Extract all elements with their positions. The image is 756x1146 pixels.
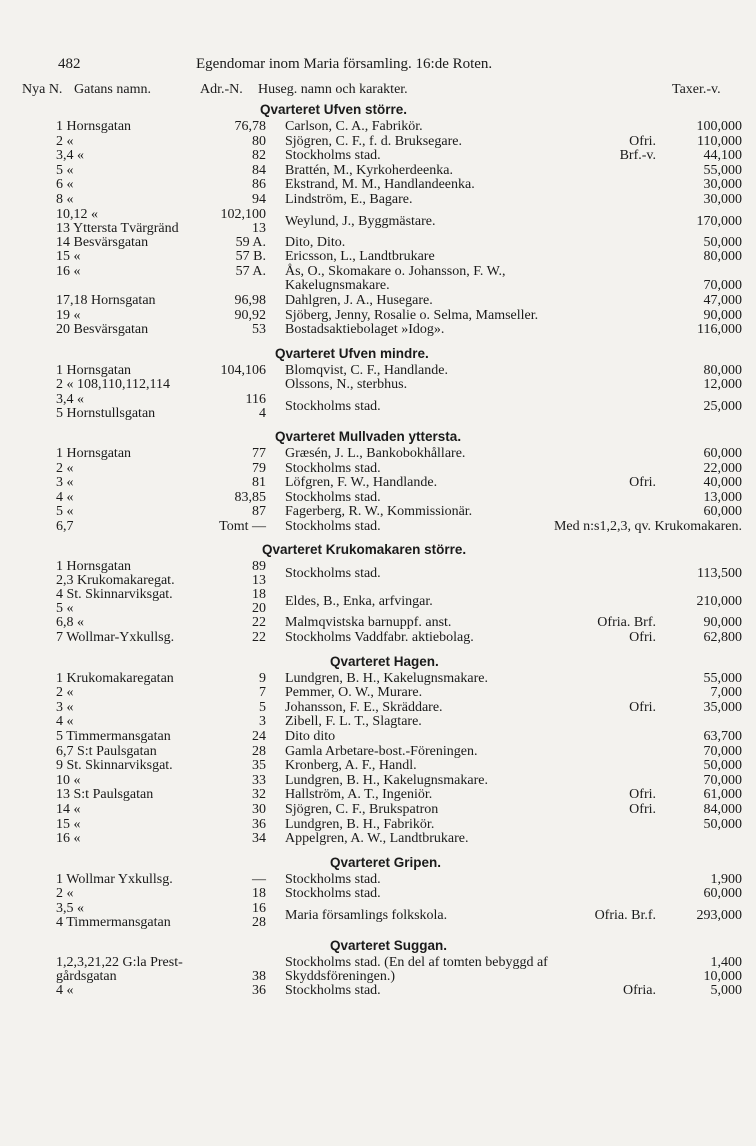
address-number: 32 bbox=[252, 787, 266, 803]
tax-value: 35,000 bbox=[703, 699, 742, 715]
owner-name: Ekstrand, M. M., Handlandeenka. bbox=[285, 177, 475, 193]
register-row bbox=[0, 631, 756, 646]
address-number: 36 bbox=[252, 982, 266, 998]
street-address: 17,18 Hornsgatan bbox=[56, 292, 156, 308]
property-note: Ofri. bbox=[629, 802, 656, 817]
owner-name: Sjöberg, Jenny, Rosalie o. Selma, Mamseller. bbox=[285, 307, 539, 323]
street-address: 13 S:t Paulsgatan bbox=[56, 787, 154, 803]
street-address: 1 Hornsgatan bbox=[56, 445, 132, 461]
owner-name: Eldes, B., Enka, arfvingar. bbox=[285, 594, 433, 610]
register-row bbox=[0, 832, 756, 847]
col-nya-n: Nya N. bbox=[22, 82, 63, 97]
register-row bbox=[0, 873, 756, 888]
owner-name: Stockholms stad. bbox=[285, 871, 381, 887]
owner-name: Hallström, A. T., Ingeniör. bbox=[285, 787, 433, 803]
address-number: 86 bbox=[252, 177, 266, 193]
tax-value: 44,100 bbox=[703, 148, 742, 164]
register-row bbox=[0, 120, 756, 135]
tax-value: 30,000 bbox=[703, 191, 742, 207]
block-spacer bbox=[0, 421, 756, 429]
street-address: 2 « bbox=[56, 460, 74, 476]
owner-name: Appelgren, A. W., Landtbrukare. bbox=[285, 831, 469, 847]
quarter-title: Qvarteret Krukomakaren större. bbox=[262, 542, 467, 558]
street-address: 2 « bbox=[56, 886, 74, 902]
owner-name: Stockholms stad. (En del af tomten bebyggd af bbox=[285, 954, 548, 970]
tax-value: 293,000 bbox=[696, 907, 742, 923]
owner-name: Stockholms stad. bbox=[285, 982, 381, 998]
page-number: 482 bbox=[58, 56, 81, 72]
street-address-2: 13 Yttersta Tvärgränd bbox=[56, 220, 179, 236]
tax-value: 100,000 bbox=[696, 119, 742, 134]
address-number: Tomt — bbox=[219, 518, 266, 534]
register-row bbox=[0, 672, 756, 687]
owner-name: Græsén, J. L., Bankobokhållare. bbox=[285, 445, 466, 461]
register-row bbox=[0, 730, 756, 745]
street-address: 6,8 « bbox=[56, 615, 84, 631]
owner-name: Fagerberg, R. W., Kommissionär. bbox=[285, 504, 473, 520]
street-address: 2 « bbox=[56, 685, 74, 701]
street-address: 1 Hornsgatan bbox=[56, 559, 132, 575]
property-note: Ofria. Br.f. bbox=[594, 907, 656, 923]
tax-value: 60,000 bbox=[703, 504, 742, 520]
address-number: 3 bbox=[259, 714, 266, 730]
owner-name: Dito dito bbox=[285, 729, 336, 745]
address-number: 35 bbox=[252, 758, 266, 774]
address-number: 33 bbox=[252, 772, 266, 788]
owner-name: Maria församlings folkskola. bbox=[285, 907, 448, 923]
tax-value: 1,900 bbox=[710, 871, 742, 887]
owner-name: Blomqvist, C. F., Handlande. bbox=[285, 362, 448, 378]
tax-value: 50,000 bbox=[703, 758, 742, 774]
quarter-title-row bbox=[0, 855, 756, 873]
register-row bbox=[0, 505, 756, 520]
property-note: Med n:s1,2,3, qv. Krukomakaren. bbox=[553, 518, 742, 534]
address-number: 89 bbox=[252, 559, 266, 575]
register-row bbox=[0, 378, 756, 393]
register-row bbox=[0, 984, 756, 999]
address-number: 84 bbox=[252, 162, 266, 178]
quarter-title: Qvarteret Ufven större. bbox=[260, 102, 408, 117]
street-address: 20 Besvärsgatan bbox=[56, 322, 149, 338]
street-address: 3,4 « bbox=[56, 391, 84, 407]
property-note: Ofria. Brf. bbox=[597, 615, 656, 631]
address-number: 53 bbox=[252, 322, 266, 338]
property-note: Ofri. bbox=[629, 787, 656, 803]
register-row bbox=[0, 135, 756, 150]
address-number: 79 bbox=[252, 460, 266, 476]
quarter-block bbox=[0, 429, 756, 535]
owner-name: Lindström, E., Bagare. bbox=[285, 191, 413, 207]
tax-value: 25,000 bbox=[703, 398, 742, 414]
address-number: 5 bbox=[259, 699, 266, 715]
tax-value: 80,000 bbox=[703, 249, 742, 265]
running-title: Egendomar inom Maria församling. 16:de Roten. bbox=[196, 56, 493, 72]
street-address: 19 « bbox=[56, 307, 81, 323]
tax-value: 50,000 bbox=[703, 234, 742, 250]
quarter-title-row bbox=[0, 542, 756, 560]
register-row bbox=[0, 715, 756, 730]
tax-value: 55,000 bbox=[703, 670, 742, 686]
address-number: 28 bbox=[252, 743, 266, 759]
register-row bbox=[0, 476, 756, 491]
owner-name: Kakelugnsmakare. bbox=[285, 278, 390, 294]
quarter-title-row bbox=[0, 346, 756, 364]
tax-value: 55,000 bbox=[703, 162, 742, 178]
owner-name: Ås, O., Skomakare o. Johansson, F. W., bbox=[285, 263, 506, 279]
page-header bbox=[0, 56, 756, 76]
address-number: 57 B. bbox=[235, 249, 266, 265]
street-address: 4 « bbox=[56, 982, 74, 998]
owner-name: Stockholms stad. bbox=[285, 398, 381, 414]
owner-name: Stockholms stad. bbox=[285, 148, 381, 164]
tax-value-2: 10,000 bbox=[703, 968, 742, 984]
register-row bbox=[0, 701, 756, 716]
register-row bbox=[0, 250, 756, 265]
address-number-2: 20 bbox=[252, 601, 266, 617]
owner-name: Gamla Arbetare-bost.-Föreningen. bbox=[285, 743, 478, 759]
quarter-title-row bbox=[0, 102, 756, 120]
street-address: 6 « bbox=[56, 177, 74, 193]
quarter-title: Qvarteret Hagen. bbox=[330, 653, 439, 669]
street-address: 10,12 « bbox=[56, 206, 98, 222]
street-address-2: 5 Hornstullsgatan bbox=[56, 405, 156, 421]
tax-value: 22,000 bbox=[703, 460, 742, 476]
register-row bbox=[0, 323, 756, 338]
register-row bbox=[0, 393, 756, 421]
street-address: 16 « bbox=[56, 263, 81, 279]
address-number: — bbox=[252, 871, 266, 887]
register-row bbox=[0, 193, 756, 208]
block-spacer bbox=[0, 930, 756, 938]
tax-value: 210,000 bbox=[696, 594, 742, 610]
street-address: 14 Besvärsgatan bbox=[56, 234, 149, 250]
quarter-block bbox=[0, 855, 756, 930]
owner-name: Lundgren, B. H., Kakelugnsmakare. bbox=[285, 670, 488, 686]
tax-value: 84,000 bbox=[703, 802, 742, 817]
address-number: 36 bbox=[252, 816, 266, 832]
street-address: 9 St. Skinnarviksgat. bbox=[56, 758, 173, 774]
tax-value: 7,000 bbox=[710, 685, 742, 701]
owner-name: Sjögren, C. F., f. d. Bruksegare. bbox=[285, 133, 462, 149]
register-row bbox=[0, 902, 756, 930]
address-number: 59 A. bbox=[235, 234, 266, 250]
tax-value: 80,000 bbox=[703, 362, 742, 378]
street-address: 1 Krukomakaregatan bbox=[56, 670, 174, 686]
tax-value: 60,000 bbox=[703, 445, 742, 461]
street-address: 1,2,3,21,22 G:la Prest- bbox=[56, 954, 183, 970]
property-note: Ofria. bbox=[622, 982, 656, 998]
address-number-2: 13 bbox=[252, 573, 266, 589]
block-spacer bbox=[0, 847, 756, 855]
address-number: 77 bbox=[252, 445, 266, 461]
owner-name: Malmqvistska barnuppf. anst. bbox=[285, 615, 452, 631]
block-spacer bbox=[0, 646, 756, 654]
address-number: 81 bbox=[252, 475, 266, 491]
address-number: 104,106 bbox=[220, 362, 266, 378]
register-row bbox=[0, 208, 756, 236]
quarter-block bbox=[0, 542, 756, 645]
address-number: 18 bbox=[252, 886, 266, 902]
street-address: 4 « bbox=[56, 714, 74, 730]
street-address: 1 Wollmar Yxkullsg. bbox=[56, 871, 173, 887]
register-row bbox=[0, 279, 756, 294]
address-number: 57 A. bbox=[235, 263, 266, 279]
tax-value: 62,800 bbox=[703, 630, 742, 646]
tax-value: 70,000 bbox=[703, 772, 742, 788]
address-number-2: 13 bbox=[252, 220, 266, 236]
owner-name: Ericsson, L., Landtbrukare bbox=[285, 249, 435, 265]
street-address: 10 « bbox=[56, 772, 81, 788]
register-row bbox=[0, 616, 756, 631]
address-number: 90,92 bbox=[234, 307, 266, 323]
owner-name: Weylund, J., Byggmästare. bbox=[285, 213, 436, 229]
quarter-title-row bbox=[0, 938, 756, 956]
tax-value: 90,000 bbox=[703, 615, 742, 631]
quarter-block bbox=[0, 938, 756, 999]
address-number: 82 bbox=[252, 148, 266, 164]
register-row bbox=[0, 149, 756, 164]
owner-name: Pemmer, O. W., Murare. bbox=[285, 685, 423, 701]
street-address: 4 « bbox=[56, 489, 74, 505]
block-spacer bbox=[0, 338, 756, 346]
quarter-title-row bbox=[0, 654, 756, 672]
tax-value: 47,000 bbox=[703, 292, 742, 308]
quarter-block bbox=[0, 654, 756, 847]
quarter-title: Qvarteret Ufven mindre. bbox=[275, 345, 429, 361]
owner-name: Bostadsaktiebolaget »Idog». bbox=[285, 322, 445, 338]
address-number: 83,85 bbox=[234, 489, 266, 505]
register-row bbox=[0, 236, 756, 251]
register-row bbox=[0, 788, 756, 803]
owner-name: Sjögren, C. F., Brukspatron bbox=[285, 802, 439, 817]
register-row bbox=[0, 745, 756, 760]
address-number: 22 bbox=[252, 630, 266, 646]
tax-value: 13,000 bbox=[703, 489, 742, 505]
street-address: 8 « bbox=[56, 191, 74, 207]
address-number-2: 4 bbox=[259, 405, 266, 421]
street-address: 3,5 « bbox=[56, 900, 84, 916]
tax-value: 113,500 bbox=[697, 566, 742, 582]
tax-value: 50,000 bbox=[703, 816, 742, 832]
tax-value: 170,000 bbox=[696, 213, 742, 229]
street-address: 4 St. Skinnarviksgat. bbox=[56, 587, 173, 603]
quarter-title: Qvarteret Suggan. bbox=[330, 937, 448, 953]
tax-value: 70,000 bbox=[703, 278, 742, 294]
street-address: 5 « bbox=[56, 504, 74, 520]
street-address: 2 « bbox=[56, 133, 74, 149]
register-row bbox=[0, 164, 756, 179]
property-note: Ofri. bbox=[629, 699, 656, 715]
address-number: 76,78 bbox=[234, 119, 266, 134]
register-row bbox=[0, 462, 756, 477]
owner-name: Kronberg, A. F., Handl. bbox=[285, 758, 417, 774]
property-note: Ofri. bbox=[629, 475, 656, 491]
register-row bbox=[0, 588, 756, 616]
register-row bbox=[0, 447, 756, 462]
quarter-block bbox=[0, 346, 756, 421]
col-gatans-namn: Gatans namn. bbox=[74, 82, 151, 97]
tax-value: 70,000 bbox=[703, 743, 742, 759]
address-number: 87 bbox=[252, 504, 266, 520]
property-note: Ofri. bbox=[629, 630, 656, 646]
block-spacer bbox=[0, 534, 756, 542]
street-address: 3,4 « bbox=[56, 148, 84, 164]
column-headers bbox=[0, 82, 756, 102]
address-number: 16 bbox=[252, 900, 266, 916]
street-address: 7 Wollmar-Yxkullsg. bbox=[56, 630, 175, 646]
owner-name: Lundgren, B. H., Kakelugnsmakare. bbox=[285, 772, 488, 788]
register-row bbox=[0, 887, 756, 902]
street-address-2: 2,3 Krukomakaregat. bbox=[56, 573, 175, 589]
tax-value: 110,000 bbox=[697, 133, 742, 149]
street-address: 14 « bbox=[56, 802, 81, 817]
street-address: 15 « bbox=[56, 816, 81, 832]
col-adr-n: Adr.-N. bbox=[200, 82, 243, 97]
tax-value: 61,000 bbox=[703, 787, 742, 803]
owner-name: Stockholms stad. bbox=[285, 886, 381, 902]
owner-name: Stockholms stad. bbox=[285, 489, 381, 505]
register-row bbox=[0, 491, 756, 506]
owner-name: Carlson, C. A., Fabrikör. bbox=[285, 119, 423, 134]
address-number: 24 bbox=[252, 729, 266, 745]
address-number-2: 38 bbox=[252, 968, 266, 984]
street-address-2: 4 Timmermansgatan bbox=[56, 914, 171, 930]
tax-value: 63,700 bbox=[703, 729, 742, 745]
address-number: 30 bbox=[252, 802, 266, 817]
owner-name: Dahlgren, J. A., Husegare. bbox=[285, 292, 433, 308]
owner-name-2: Skyddsföreningen.) bbox=[285, 968, 396, 984]
address-number: 34 bbox=[252, 831, 266, 847]
street-address: 2 « 108,110,112,114 bbox=[56, 377, 170, 393]
owner-name: Olssons, N., sterbhus. bbox=[285, 377, 408, 393]
owner-name: Johansson, F. E., Skräddare. bbox=[285, 699, 443, 715]
owner-name: Stockholms stad. bbox=[285, 518, 381, 534]
street-address: 16 « bbox=[56, 831, 81, 847]
street-address: 1 Hornsgatan bbox=[56, 119, 132, 134]
owner-name: Lundgren, B. H., Fabrikör. bbox=[285, 816, 435, 832]
register-row bbox=[0, 818, 756, 833]
address-number: 96,98 bbox=[234, 292, 266, 308]
tax-value: 90,000 bbox=[703, 307, 742, 323]
address-number: 18 bbox=[252, 587, 266, 603]
street-address-2: 5 « bbox=[56, 601, 74, 617]
owner-name: Stockholms stad. bbox=[285, 460, 381, 476]
owner-name: Stockholms stad. bbox=[285, 566, 381, 582]
address-number: 80 bbox=[252, 133, 266, 149]
street-address: 6,7 S:t Paulsgatan bbox=[56, 743, 157, 759]
address-number: 7 bbox=[259, 685, 266, 701]
property-note: Ofri. bbox=[629, 133, 656, 149]
register-row bbox=[0, 520, 756, 535]
address-number: 102,100 bbox=[220, 206, 266, 222]
address-number: 116 bbox=[245, 391, 266, 407]
street-address: 3 « bbox=[56, 475, 74, 491]
owner-name: Zibell, F. L. T., Slagtare. bbox=[285, 714, 422, 730]
register-row bbox=[0, 294, 756, 309]
street-address: 6,7 bbox=[56, 518, 74, 534]
col-huseg: Huseg. namn och karakter. bbox=[258, 82, 408, 97]
owner-name: Löfgren, F. W., Handlande. bbox=[285, 475, 438, 491]
col-taxer: Taxer.-v. bbox=[672, 82, 721, 97]
register-row bbox=[0, 956, 756, 984]
quarter-title: Qvarteret Mullvaden yttersta. bbox=[275, 428, 462, 444]
owner-name: Stockholms Vaddfabr. aktiebolag. bbox=[285, 630, 474, 646]
register-row bbox=[0, 759, 756, 774]
tax-value: 1,400 bbox=[710, 954, 742, 970]
street-address: 1 Hornsgatan bbox=[56, 362, 132, 378]
address-number: 9 bbox=[259, 670, 266, 686]
register-row bbox=[0, 803, 756, 818]
register-row bbox=[0, 686, 756, 701]
quarter-title-row bbox=[0, 429, 756, 447]
street-address: 5 Timmermansgatan bbox=[56, 729, 171, 745]
tax-value: 60,000 bbox=[703, 886, 742, 902]
tax-value: 30,000 bbox=[703, 177, 742, 193]
register-row bbox=[0, 265, 756, 280]
register-row bbox=[0, 774, 756, 789]
tax-value: 116,000 bbox=[697, 322, 742, 338]
tax-value: 40,000 bbox=[703, 475, 742, 491]
address-number-2: 28 bbox=[252, 914, 266, 930]
register-row bbox=[0, 178, 756, 193]
owner-name: Brattén, M., Kyrkoherdeenka. bbox=[285, 162, 453, 178]
owner-name: Dito, Dito. bbox=[285, 234, 346, 250]
address-number: 22 bbox=[252, 615, 266, 631]
quarter-title: Qvarteret Gripen. bbox=[330, 854, 442, 870]
quarter-block bbox=[0, 102, 756, 338]
property-note: Brf.-v. bbox=[619, 148, 656, 164]
street-address-2: gårdsgatan bbox=[56, 968, 117, 984]
register-row bbox=[0, 560, 756, 588]
street-address: 3 « bbox=[56, 699, 74, 715]
tax-value: 5,000 bbox=[710, 982, 742, 998]
street-address: 5 « bbox=[56, 162, 74, 178]
register-row bbox=[0, 364, 756, 379]
register-row bbox=[0, 309, 756, 324]
street-address: 15 « bbox=[56, 249, 81, 265]
register-content bbox=[0, 102, 756, 999]
tax-value: 12,000 bbox=[703, 377, 742, 393]
address-number: 94 bbox=[252, 191, 266, 207]
